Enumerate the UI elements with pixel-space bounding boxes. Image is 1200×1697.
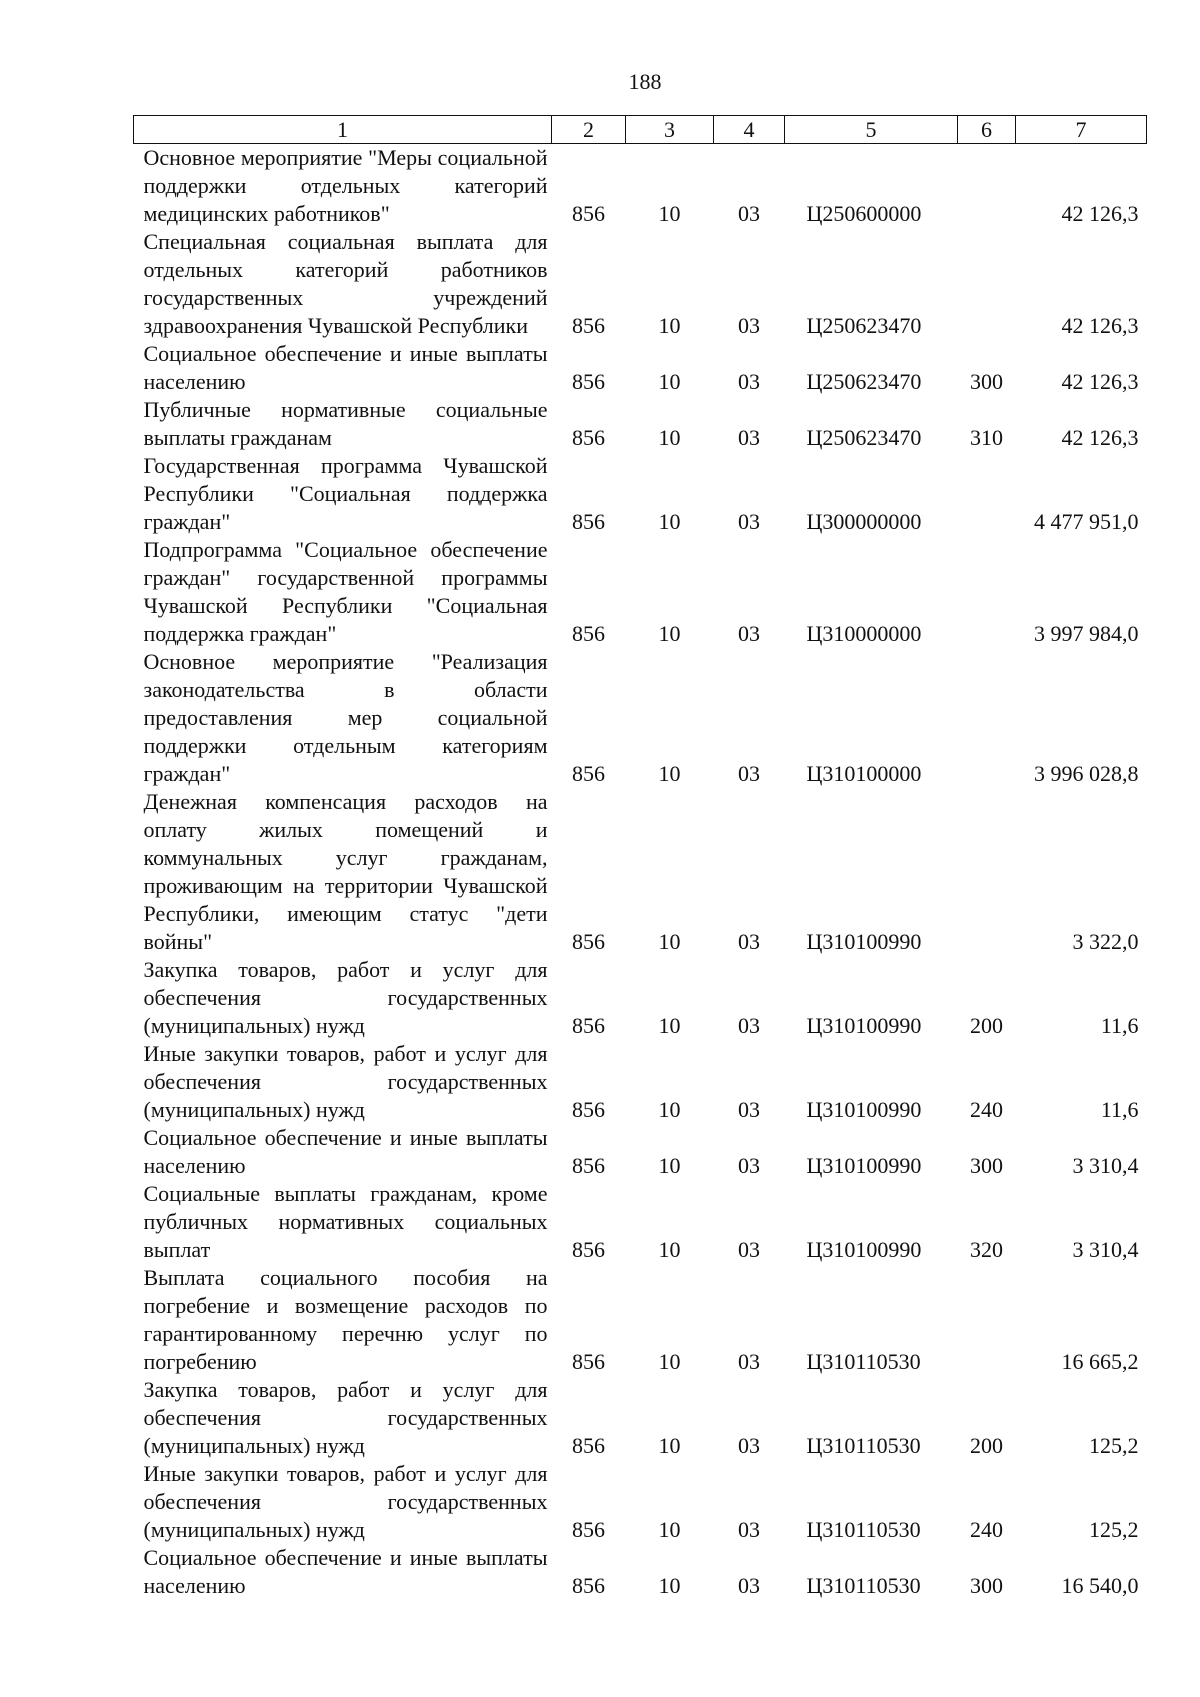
row-name: Публичные нормативные социальные выплаты гражданам: [143, 397, 548, 450]
table-row: [134, 452, 1147, 536]
row-col-3: 10: [658, 1013, 681, 1038]
row-col-4: 03: [738, 369, 760, 394]
row-col-5: Ц310100990: [806, 1097, 922, 1122]
table-row: [134, 340, 1147, 396]
page-number: 188: [628, 69, 662, 94]
row-col-5: Ц310110530: [806, 1517, 921, 1542]
row-col-4: 03: [738, 509, 760, 534]
row-col-5: Ц310100990: [806, 929, 922, 954]
row-col-6: 300: [970, 1573, 1003, 1598]
row-col-5: Ц300000000: [806, 509, 922, 534]
table-row: [134, 1264, 1147, 1376]
row-col-2: 856: [572, 621, 605, 646]
row-col-3: 10: [658, 929, 681, 954]
row-col-2: 856: [572, 1349, 605, 1374]
header-col-7: 7: [1016, 116, 1147, 144]
row-name: Подпрограмма "Социальное обеспечение граждан" государственной программы Чувашской Республики "Социальная поддержка граждан": [143, 537, 548, 646]
row-col-6: 300: [970, 1153, 1003, 1178]
row-col-7: 16 665,2: [1061, 1349, 1139, 1374]
row-col-5: Ц310100990: [806, 1237, 922, 1262]
row-name: Иные закупки товаров, работ и услуг для обеспечения государственных (муниципальных) нужд: [143, 1461, 548, 1542]
row-name: Социальное обеспечение и иные выплаты населению: [143, 1545, 548, 1598]
row-col-2: 856: [572, 929, 605, 954]
row-col-2: 856: [572, 509, 605, 534]
row-col-2: 856: [572, 1433, 605, 1458]
row-name: Государственная программа Чувашской Республики "Социальная поддержка граждан": [143, 453, 548, 534]
row-col-5: Ц250600000: [806, 201, 922, 226]
header-col-6: 6: [958, 116, 1016, 144]
row-col-2: 856: [572, 425, 605, 450]
row-col-3: 10: [658, 1097, 681, 1122]
row-col-6: [958, 536, 1016, 648]
row-col-6: 300: [970, 369, 1003, 394]
row-name: Закупка товаров, работ и услуг для обеспечения государственных (муниципальных) нужд: [143, 1377, 548, 1458]
row-col-3: 10: [658, 621, 681, 646]
row-col-4: 03: [738, 425, 760, 450]
table-body: [134, 144, 1147, 1601]
row-col-4: 03: [738, 1237, 760, 1262]
row-col-2: 856: [572, 1237, 605, 1262]
row-col-7: 42 126,3: [1061, 201, 1139, 226]
row-col-6: [958, 144, 1016, 229]
table-row: [134, 1544, 1147, 1600]
row-col-7: 16 540,0: [1061, 1573, 1139, 1598]
row-col-2: 856: [572, 761, 605, 786]
row-col-5: Ц310100000: [806, 761, 922, 786]
row-col-3: 10: [658, 1153, 681, 1178]
budget-table: [133, 115, 1147, 1600]
row-col-2: 856: [572, 1097, 605, 1122]
row-name: Основное мероприятие "Меры социальной поддержки отдельных категорий медицинских работников": [143, 145, 548, 226]
row-col-4: 03: [738, 1349, 760, 1374]
row-col-4: 03: [738, 1097, 760, 1122]
table-row: [134, 536, 1147, 648]
row-col-2: 856: [572, 369, 605, 394]
row-name: Социальные выплаты гражданам, кроме публичных нормативных социальных выплат: [143, 1181, 548, 1262]
table-row: [134, 1180, 1147, 1264]
row-col-3: 10: [658, 1433, 681, 1458]
row-col-3: 10: [658, 761, 681, 786]
row-col-4: 03: [738, 929, 760, 954]
row-name: Денежная компенсация расходов на оплату жилых помещений и коммунальных услуг гражданам, проживающим на территории Чувашской Республики, имеющим статус "дети войны": [143, 789, 548, 954]
table-row: [134, 1040, 1147, 1124]
row-col-3: 10: [658, 201, 681, 226]
row-col-4: 03: [738, 313, 760, 338]
table-row: [134, 1376, 1147, 1460]
table-row: [134, 1124, 1147, 1180]
row-name: Основное мероприятие "Реализация законодательства в области предоставления мер социальной поддержки отдельным категориям граждан": [143, 649, 548, 786]
row-col-4: 03: [738, 1573, 760, 1598]
row-col-5: Ц310110530: [806, 1573, 921, 1598]
row-col-4: 03: [738, 1433, 760, 1458]
table-row: [134, 396, 1147, 452]
row-col-4: 03: [738, 1153, 760, 1178]
row-name: Социальное обеспечение и иные выплаты населению: [143, 341, 548, 394]
row-col-4: 03: [738, 621, 760, 646]
row-col-7: 42 126,3: [1061, 313, 1139, 338]
header-col-1: 1: [134, 116, 552, 144]
header-row: [134, 116, 1147, 144]
row-col-6: 240: [970, 1517, 1003, 1542]
row-col-7: 3 310,4: [1072, 1153, 1139, 1178]
row-col-7: 11,6: [1100, 1097, 1139, 1122]
row-col-2: 856: [572, 1517, 605, 1542]
row-name: Специальная социальная выплата для отдельных категорий работников государственных учреждений здравоохранения Чувашской Республики: [143, 229, 548, 338]
row-name: Закупка товаров, работ и услуг для обеспечения государственных (муниципальных) нужд: [143, 957, 548, 1038]
row-col-7: 3 997 984,0: [1034, 621, 1139, 646]
row-col-5: Ц310100990: [806, 1013, 922, 1038]
row-col-4: 03: [738, 1517, 760, 1542]
row-col-3: 10: [658, 509, 681, 534]
row-col-5: Ц310110530: [806, 1433, 921, 1458]
row-col-7: 3 310,4: [1072, 1237, 1139, 1262]
row-col-2: 856: [572, 1573, 605, 1598]
row-name: Выплата социального пособия на погребение и возмещение расходов по гарантированному перечню услуг по погребению: [143, 1265, 548, 1374]
row-col-7: 4 477 951,0: [1034, 509, 1139, 534]
row-col-7: 125,2: [1089, 1517, 1139, 1542]
row-col-6: 310: [970, 425, 1003, 450]
table-row: [134, 228, 1147, 340]
header-col-2: 2: [552, 116, 626, 144]
row-col-6: 200: [970, 1013, 1003, 1038]
row-col-5: Ц310000000: [806, 621, 922, 646]
row-col-3: 10: [658, 313, 681, 338]
row-col-7: 3 996 028,8: [1034, 761, 1139, 786]
row-col-3: 10: [658, 1349, 681, 1374]
header-col-5: 5: [785, 116, 958, 144]
table-row: [134, 788, 1147, 956]
row-col-6: [958, 788, 1016, 956]
row-name: Социальное обеспечение и иные выплаты населению: [143, 1125, 548, 1178]
table-row: [134, 648, 1147, 788]
row-col-5: Ц250623470: [806, 313, 922, 338]
row-col-6: 240: [970, 1097, 1003, 1122]
table-row: [134, 956, 1147, 1040]
row-col-5: Ц250623470: [806, 369, 922, 394]
row-col-5: Ц310100990: [806, 1153, 922, 1178]
row-col-7: 3 322,0: [1072, 929, 1139, 954]
row-col-3: 10: [658, 1573, 681, 1598]
row-col-4: 03: [738, 761, 760, 786]
table-row: [134, 144, 1147, 229]
row-col-6: 200: [970, 1433, 1003, 1458]
header-col-4: 4: [714, 116, 785, 144]
row-col-6: [958, 648, 1016, 788]
row-col-6: [958, 228, 1016, 340]
row-col-7: 125,2: [1089, 1433, 1139, 1458]
row-col-4: 03: [738, 1013, 760, 1038]
table-row: [134, 1460, 1147, 1544]
row-col-6: [958, 452, 1016, 536]
row-col-2: 856: [572, 1153, 605, 1178]
row-col-3: 10: [658, 369, 681, 394]
row-col-2: 856: [572, 1013, 605, 1038]
row-col-6: 320: [970, 1237, 1003, 1262]
row-col-3: 10: [658, 425, 681, 450]
row-name: Иные закупки товаров, работ и услуг для обеспечения государственных (муниципальных) нужд: [143, 1041, 548, 1122]
row-col-3: 10: [658, 1237, 681, 1262]
row-col-5: Ц310110530: [806, 1349, 921, 1374]
header-col-3: 3: [626, 116, 714, 144]
row-col-3: 10: [658, 1517, 681, 1542]
row-col-6: [958, 1264, 1016, 1376]
row-col-2: 856: [572, 201, 605, 226]
row-col-5: Ц250623470: [806, 425, 922, 450]
row-col-7: 42 126,3: [1061, 369, 1139, 394]
row-col-2: 856: [572, 313, 605, 338]
row-col-7: 42 126,3: [1061, 425, 1139, 450]
row-col-7: 11,6: [1100, 1013, 1139, 1038]
row-col-4: 03: [738, 201, 760, 226]
